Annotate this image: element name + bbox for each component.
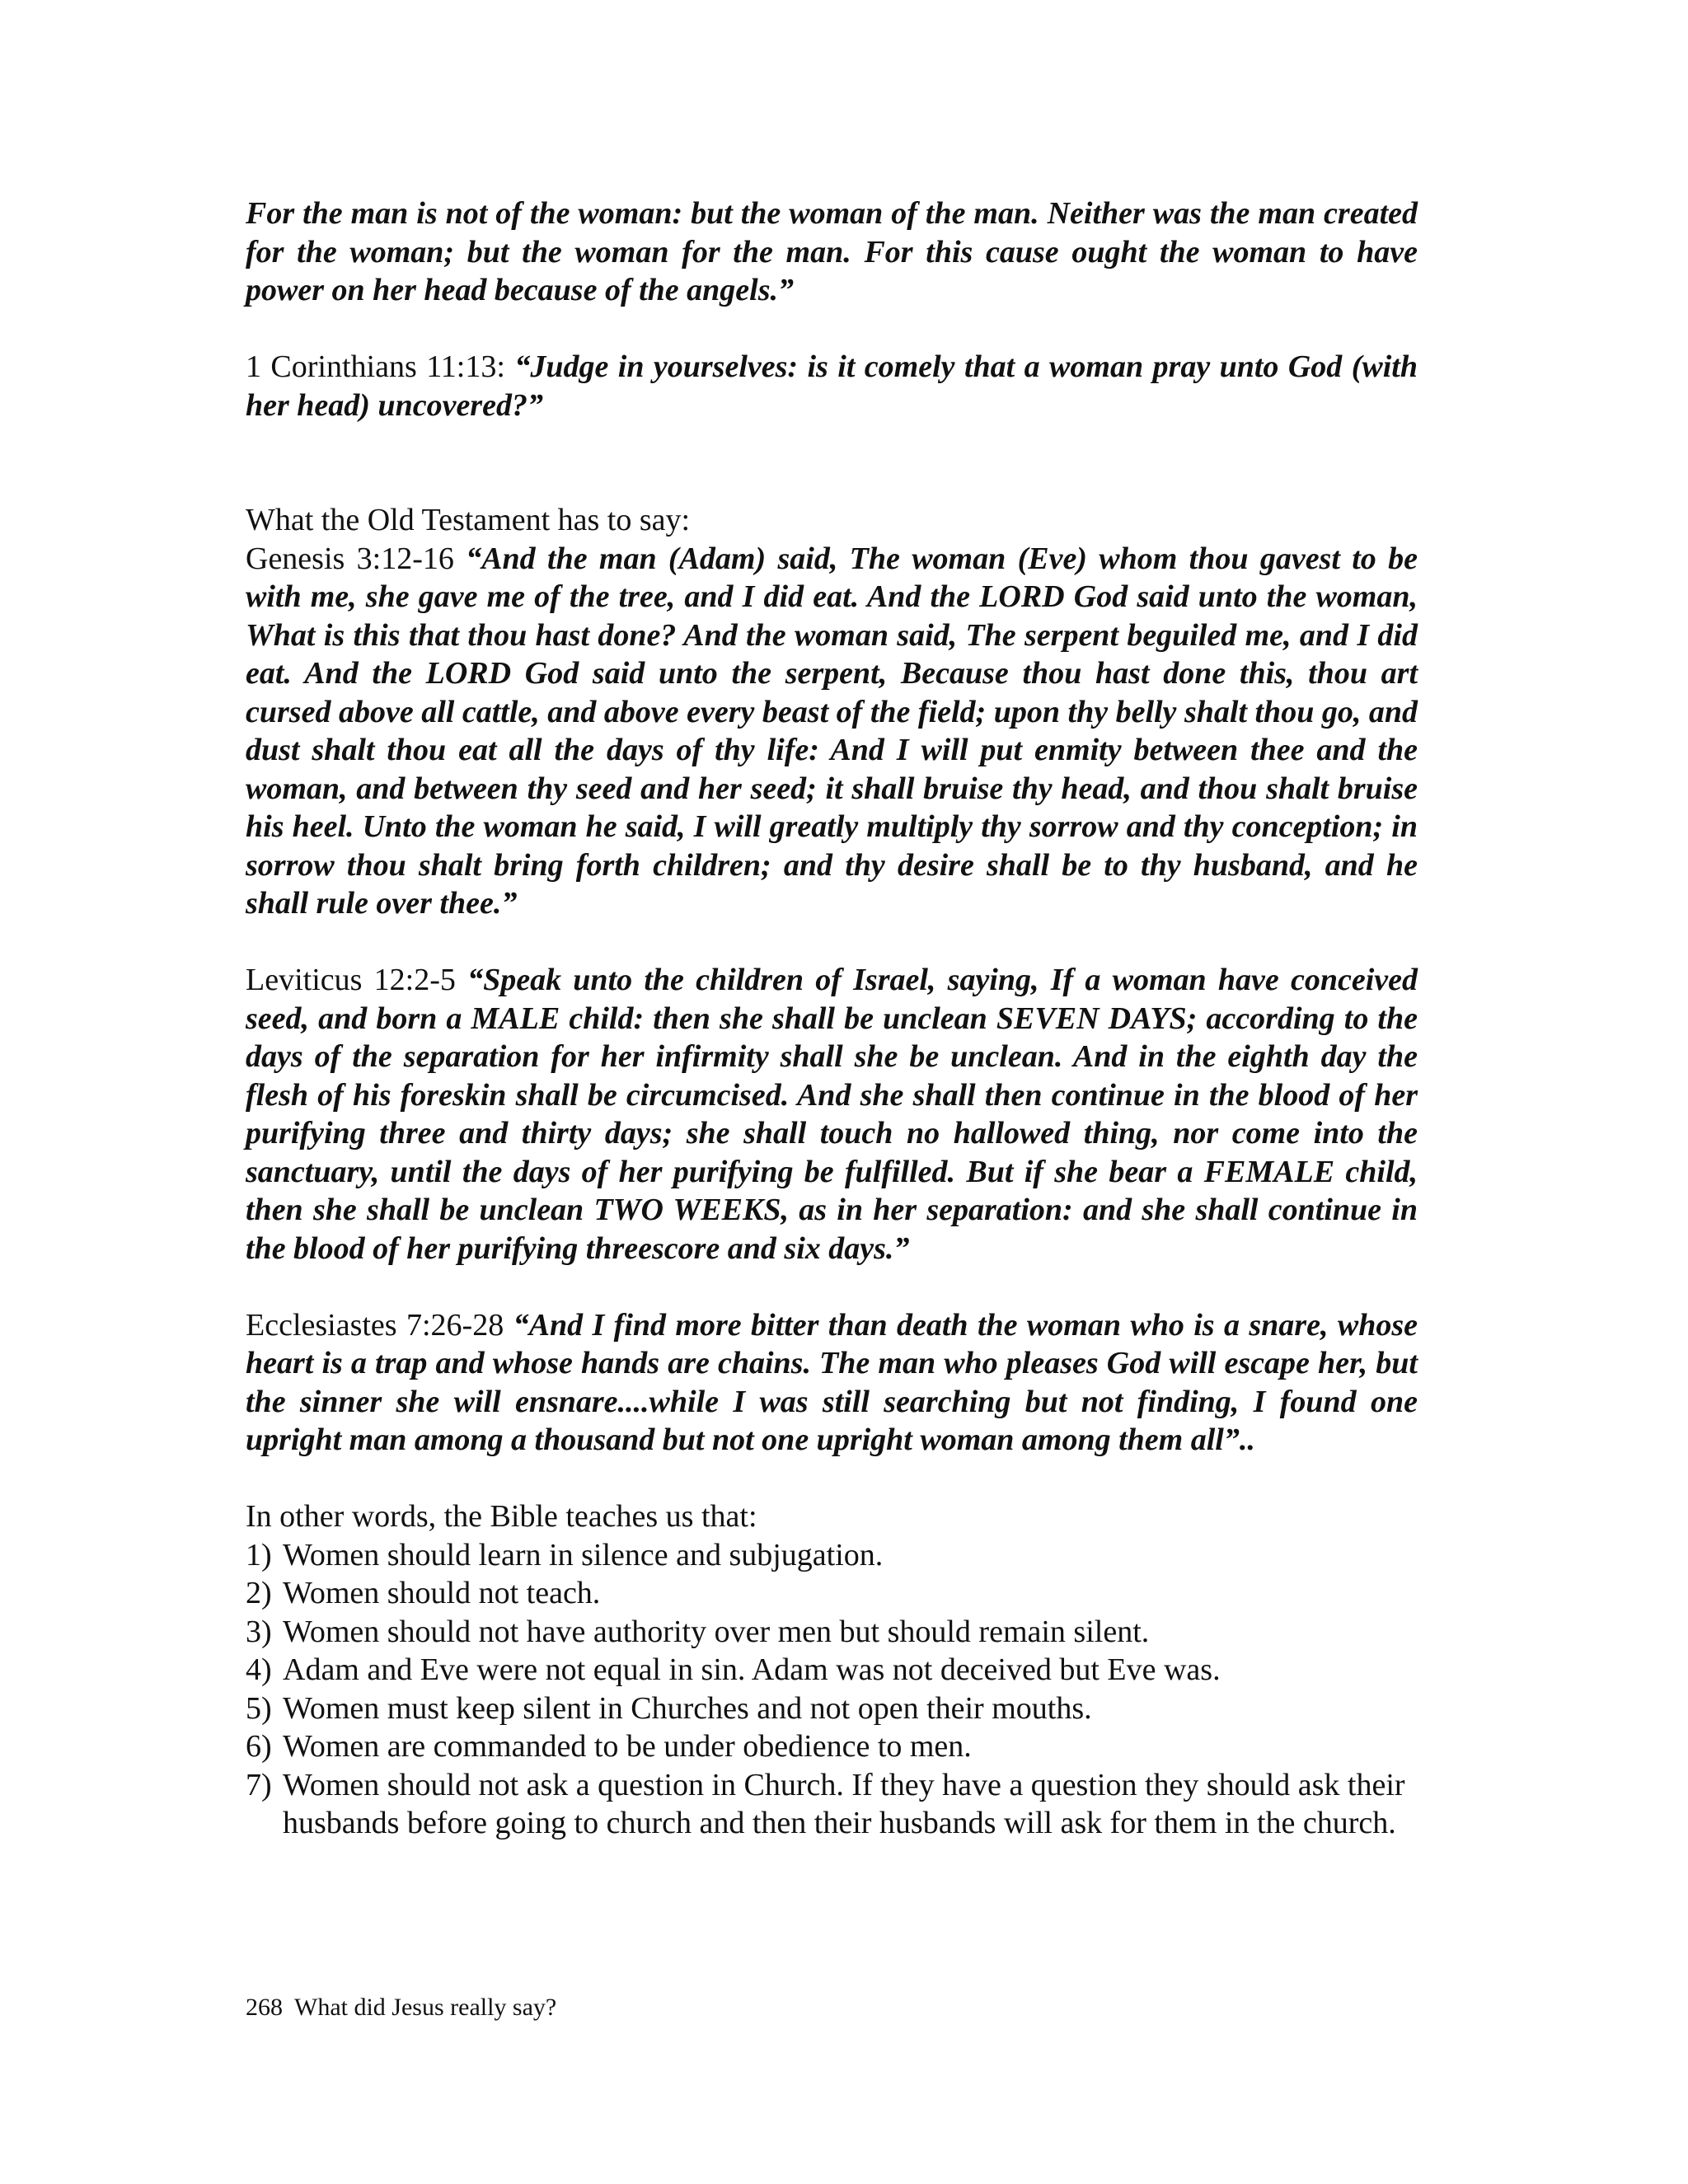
list-item-number: 6) — [246, 1729, 272, 1764]
quote-paragraph-ecclesiastes — [246, 1306, 1418, 1460]
list-item — [246, 1690, 1418, 1728]
list-item — [246, 1727, 1418, 1766]
quote-paragraph-corinthians-11-13 — [246, 348, 1418, 424]
list-item — [246, 1651, 1418, 1690]
quote-paragraph-genesis — [246, 540, 1418, 923]
quote-paragraph-corinthians-continued — [246, 194, 1418, 310]
list-item-text: Women should not teach. — [283, 1576, 601, 1610]
list-item-text: Women should not have authority over men but should remain silent. — [283, 1614, 1150, 1649]
list-item — [246, 1574, 1418, 1613]
scripture-quote: For the man is not of the woman: but the woman of the man. Neither was the man created for the woman; but the woman for the man. For this cause ought the woman to have power on her head because of the angels.” — [246, 196, 1418, 307]
list-item-number: 2) — [246, 1576, 272, 1610]
scripture-quote: “And I find more bitter than death the woman who is a snare, whose heart is a trap and whose hands are chains. The man who pleases God will escape her, but the sinner she will ensnare....while I was still searching but not finding, I found one upright man among a thousand but not one upright woman among them all”.. — [246, 1307, 1418, 1457]
list-item-number: 5) — [246, 1690, 272, 1726]
summary-list — [246, 1536, 1418, 1843]
summary-intro: In other words, the Bible teaches us that: — [246, 1499, 757, 1534]
quote-paragraph-leviticus — [246, 961, 1418, 1268]
list-item — [246, 1536, 1418, 1575]
list-item-text: Women must keep silent in Churches and not open their mouths. — [283, 1690, 1092, 1726]
list-item — [246, 1766, 1418, 1843]
scripture-quote: “Speak unto the children of Israel, saying, If a woman have conceived seed, and born a MALE child: then she shall be unclean SEVEN DAYS; according to the days of the separation for her infirmity shall she be unclean. And in the eighth day the flesh of his foreskin shall be circumcised. And she shall then continue in the blood of her purifying three and thirty days; she shall touch no hallowed thing, nor come into the sanctuary, until the days of her purifying be fulfilled. But if she bear a FEMALE child, then she shall be unclean TWO WEEKS, as in her separation: and she shall continue in the blood of her purifying threescore and six days.” — [246, 963, 1418, 1266]
page-body — [246, 194, 1418, 1843]
list-item-number: 7) — [246, 1767, 272, 1802]
list-item-number: 1) — [246, 1537, 272, 1572]
scripture-quote: “Judge in yourselves: is it comely that a woman pray unto God (with her head) uncovered?” — [246, 349, 1418, 423]
list-item-number: 3) — [246, 1614, 272, 1649]
list-item-text: Women should not ask a question in Church. If they have a question they should ask their husbands before going to church and then their husbands will ask for them in the church. — [283, 1767, 1405, 1840]
list-item-text: Adam and Eve were not equal in sin. Adam was not deceived but Eve was. — [283, 1652, 1221, 1687]
section-heading-old-testament: What the Old Testament has to say: — [246, 503, 691, 537]
list-item-text: Women should learn in silence and subjugation. — [283, 1537, 884, 1572]
scripture-reference: Genesis 3:12-16 — [246, 541, 467, 576]
list-item — [246, 1613, 1418, 1652]
running-title: What did Jesus really say? — [294, 1994, 557, 2021]
list-item-text: Women are commanded to be under obedience to men. — [283, 1729, 972, 1764]
scripture-reference: Ecclesiastes 7:26-28 — [246, 1307, 513, 1343]
page-number: 268 — [246, 1994, 283, 2021]
list-item-number: 4) — [246, 1652, 272, 1687]
scripture-quote: “And the man (Adam) said, The woman (Eve) whom thou gavest to be with me, she gave me of the tree, and I did eat. And the LORD God said unto the woman, What is this that thou hast done? And the woman said, The serpent beguiled me, and I did eat. And the LORD God said unto the serpent, Because thou hast done this, thou art cursed above all cattle, and above every beast of the field; upon thy belly shalt thou go, and dust shalt thou eat all the days of thy life: And I will put enmity between thee and the woman, and between thy seed and her seed; it shall bruise thy head, and thou shalt bruise his heel. Unto the woman he said, I will greatly multiply thy sorrow and thy conception; in sorrow thou shalt bring forth children; and thy desire shall be to thy husband, and he shall rule over thee.” — [246, 541, 1418, 921]
scripture-reference: 1 Corinthians 11:13: — [246, 349, 515, 384]
scripture-reference: Leviticus 12:2-5 — [246, 963, 468, 997]
page-footer — [246, 1992, 556, 2023]
